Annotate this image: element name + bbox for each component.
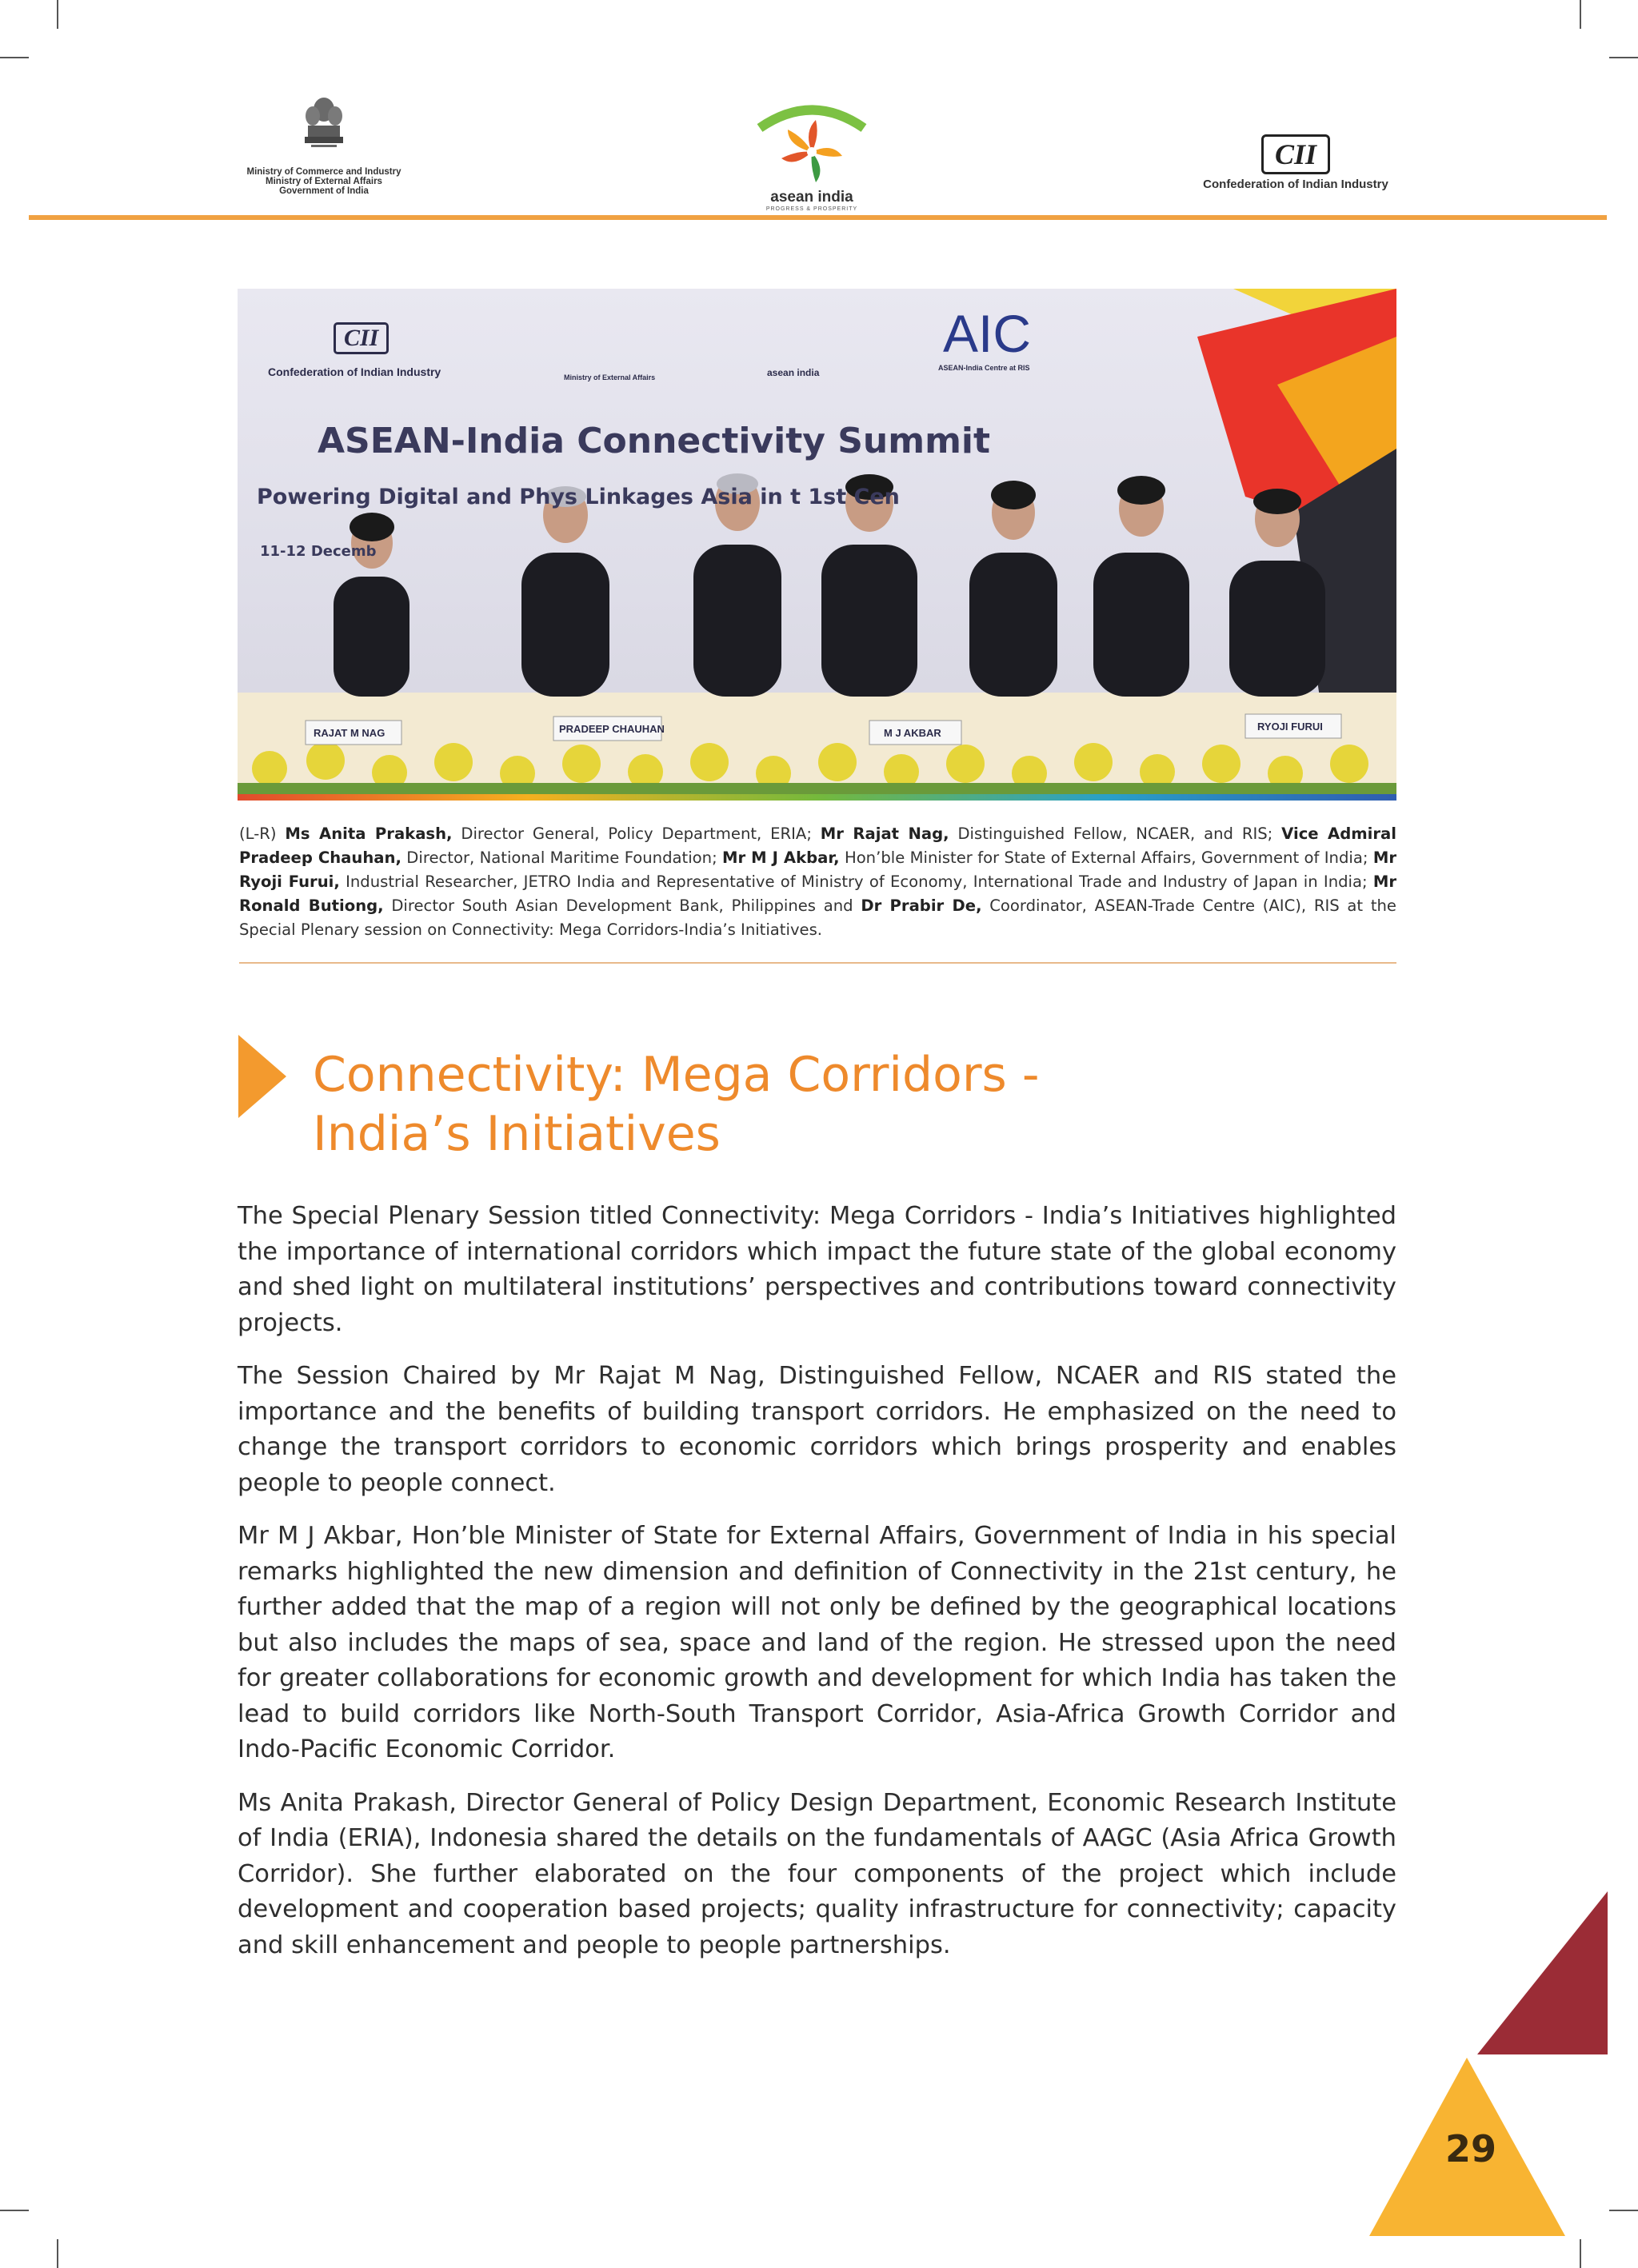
- asean-india-logo: [744, 96, 880, 212]
- backdrop-cii-name: Confederation of Indian Industry: [268, 365, 441, 378]
- caption-name: Mr Ryoji Furui,: [239, 849, 1396, 891]
- cii-logo-mark: CII: [1261, 134, 1330, 174]
- caption-name: Vice Admiral Pradeep Chauhan,: [239, 825, 1396, 867]
- nameplate: RAJAT M NAG: [314, 727, 386, 739]
- photo-color-strip: [238, 794, 1396, 801]
- caption-desc: Director General, Policy Department, ERIA;: [452, 825, 821, 843]
- crop-mark: [1609, 57, 1638, 58]
- backdrop-aic-name: ASEAN-India Centre at RIS: [938, 364, 1030, 372]
- crop-mark: [0, 57, 29, 58]
- backdrop-mea: Ministry of External Affairs: [564, 373, 656, 381]
- crop-mark: [1580, 0, 1581, 29]
- caption-name: Ms Anita Prakash,: [285, 825, 453, 843]
- asean-star-icon: [744, 96, 880, 184]
- ministry-logo: [224, 92, 424, 196]
- paragraph: Mr M J Akbar, Hon’ble Minister of State for External Affairs, Government of India in his special remarks highlighted the new dimension and definition of Connectivity in the 21st century, he further added that the map of a region will not only be defined by the geographical locations but also includes the maps of sea, space and land of the region. He stressed upon the need for greater collaborations for economic growth and development for which India has taken the lead to build corridors like North-South Transport Corridor, Asia-Africa Growth Corridor and Indo-Pacific Economic Corridor.: [238, 1522, 1396, 1763]
- page-number: 29: [1444, 2127, 1496, 2170]
- caption-desc: Industrial Researcher, JETRO India and Representative of Ministry of Economy, International Trade and Industry of Japan in India;: [339, 872, 1373, 891]
- backdrop-subtitle: Powering Digital and Phys Linkages Asia in t 1st Cen: [257, 485, 900, 509]
- cii-name: Confederation of Indian Industry: [1203, 178, 1388, 191]
- backdrop-date: 11-12 Decemb: [260, 543, 377, 560]
- crop-mark: [1609, 2210, 1638, 2211]
- crop-mark: [1580, 2239, 1581, 2268]
- caption-name: Mr Ronald Butiong,: [239, 872, 1397, 915]
- crop-mark: [57, 0, 58, 29]
- nameplate: RYOJI FURUI: [1257, 721, 1323, 733]
- backdrop-cii-mark: CII: [334, 322, 389, 354]
- backdrop-aic: AIC: [943, 304, 1032, 363]
- caption-prefix: (L-R): [239, 825, 286, 843]
- caption-desc: Director South Asian Development Bank, Philippines and: [383, 896, 861, 915]
- caption-desc: Coordinator, ASEAN-Trade Centre (AIC), RIS at the Special Plenary session on Connectivity: Mega Corridors-India’s Initiatives.: [239, 896, 1396, 939]
- crop-mark: [0, 2210, 29, 2211]
- nameplate: M J AKBAR: [884, 727, 941, 739]
- emblem-icon: [300, 92, 348, 164]
- heading-arrow-icon: [238, 1035, 286, 1118]
- paragraph: The Session Chaired by Mr Rajat M Nag, Distinguished Fellow, NCAER and RIS stated the importance and the benefits of building transport corridors. He emphasized on the need to change the transport corridors to economic corridors which brings prosperity and enables people to people connect.: [238, 1362, 1396, 1497]
- caption-desc: Distinguished Fellow, NCAER, and RIS;: [949, 825, 1282, 843]
- heading-line: Connectivity: Mega Corridors -: [313, 1047, 1040, 1103]
- caption-desc: Director, National Maritime Foundation;: [401, 849, 723, 867]
- cii-logo: [1176, 134, 1416, 191]
- caption-name: Dr Prabir De,: [861, 896, 982, 915]
- nameplate: PRADEEP CHAUHAN: [559, 723, 665, 735]
- body-text: [238, 1199, 1396, 1981]
- caption-name: Mr M J Akbar,: [722, 849, 840, 867]
- backdrop-title: ASEAN-India Connectivity Summit: [318, 421, 991, 461]
- caption-rule: [239, 962, 1396, 964]
- ministry-line: Ministry of Commerce and Industry: [246, 167, 402, 177]
- paragraph: Ms Anita Prakash, Director General of Policy Design Department, Economic Research Institute of India (ERIA), Indonesia shared the details on the fundamentals of AAGC (Asia Africa Growth Corridor). She further elaborated on the four components of the project which include development and cooperation based projects; quality infrastructure for connectivity; capacity and skill enhancement and people to people partnerships.: [238, 1788, 1396, 1959]
- heading-line: India’s Initiatives: [313, 1106, 721, 1162]
- ministry-line: Ministry of External Affairs: [266, 177, 382, 186]
- decorative-triangle-red: [1477, 1891, 1608, 2054]
- event-photo: [238, 289, 1396, 799]
- asean-logo-word: asean india: [770, 189, 853, 206]
- header-rule: [29, 215, 1607, 220]
- ministry-line: Government of India: [279, 186, 369, 196]
- section-heading: [313, 1045, 1272, 1164]
- paragraph: The Special Plenary Session titled Connectivity: Mega Corridors - India’s Initiatives highlighted the importance of international corridors which impact the future state of the global economy and shed light on multilateral institutions’ perspectives and contributions toward connectivity projects.: [238, 1202, 1396, 1337]
- asean-logo-tagline: PROGRESS & PROSPERITY: [765, 206, 858, 212]
- crop-mark: [57, 2239, 58, 2268]
- caption-desc: Hon’ble Minister for State of External Affairs, Government of India;: [839, 849, 1373, 867]
- backdrop-asean: asean india: [767, 367, 820, 378]
- caption-name: Mr Rajat Nag,: [820, 825, 949, 843]
- photo-caption: [239, 822, 1396, 942]
